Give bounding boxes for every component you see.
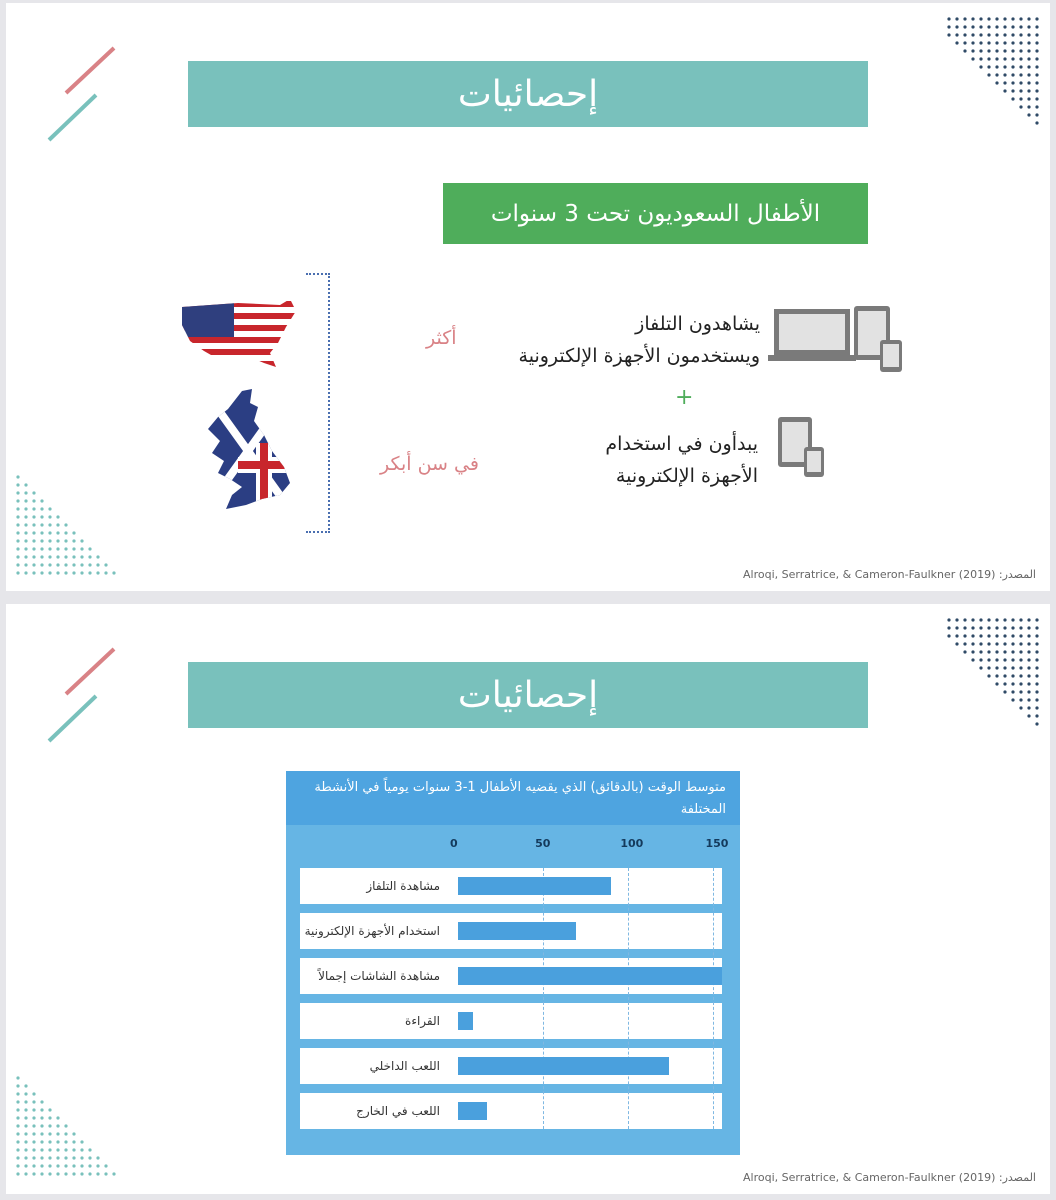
bar xyxy=(458,1102,487,1120)
dot-pattern-top-right xyxy=(945,616,1040,731)
category-label: اللعب في الخارج xyxy=(356,1104,440,1118)
slide-1 xyxy=(6,3,1050,591)
gridline xyxy=(628,868,629,1129)
point1-line1: يشاهدون التلفاز xyxy=(635,313,760,335)
usa-flag-map-icon xyxy=(178,297,298,371)
devices-icon xyxy=(768,303,908,375)
uk-flag-map-icon xyxy=(202,387,294,515)
dot-pattern-top-right xyxy=(945,15,1040,130)
category-label: اللعب الداخلي xyxy=(369,1059,440,1073)
source-citation: المصدر: Alroqi, Serratrice, & Cameron-Faulkner (2019) xyxy=(743,568,1036,581)
dotted-bracket xyxy=(306,273,330,533)
point2-line2: الأجهزة الإلكترونية xyxy=(615,465,758,487)
plus-sign: + xyxy=(675,385,694,410)
bar xyxy=(458,922,576,940)
slide-2 xyxy=(6,604,1050,1194)
bar xyxy=(458,877,611,895)
dot-pattern-bottom-left xyxy=(14,1074,124,1184)
category-label: القراءة xyxy=(405,1014,440,1028)
earlier-label: في سن أبكر xyxy=(380,453,479,475)
bar-chart xyxy=(286,771,740,1155)
point2-line1: يبدأون في استخدام xyxy=(605,433,758,455)
category-label: استخدام الأجهزة الإلكترونية xyxy=(304,924,440,938)
page-title: إحصائيات xyxy=(188,662,868,728)
x-tick-label: 50 xyxy=(535,837,551,850)
x-tick-label: 100 xyxy=(620,837,644,850)
x-tick-label: 0 xyxy=(450,837,458,850)
gridline xyxy=(713,868,714,1129)
source-citation: المصدر: Alroqi, Serratrice, & Cameron-Faulkner (2019) xyxy=(743,1171,1036,1184)
page-title: إحصائيات xyxy=(188,61,868,127)
tablet-phone-icon xyxy=(776,415,836,481)
bar xyxy=(458,967,722,985)
chart-title: متوسط الوقت (بالدقائق) الذي يقضيه الأطفال 1-3 سنوات يومياً في الأنشطة المختلفة xyxy=(286,771,740,825)
gridline xyxy=(543,868,544,1129)
bar xyxy=(458,1012,473,1030)
category-label: مشاهدة الشاشات إجمالاً xyxy=(318,969,440,983)
category-label: مشاهدة التلفاز xyxy=(366,879,440,893)
decorative-lines xyxy=(44,43,124,143)
chart-plot-area xyxy=(286,771,740,1155)
dot-pattern-bottom-left xyxy=(14,473,124,583)
decorative-lines xyxy=(44,644,124,744)
more-label: أكثر xyxy=(426,327,457,349)
subtitle-banner: الأطفال السعوديون تحت 3 سنوات xyxy=(443,183,868,244)
bar xyxy=(458,1057,669,1075)
x-tick-label: 150 xyxy=(705,837,729,850)
point1-line2: ويستخدمون الأجهزة الإلكترونية xyxy=(518,345,760,367)
